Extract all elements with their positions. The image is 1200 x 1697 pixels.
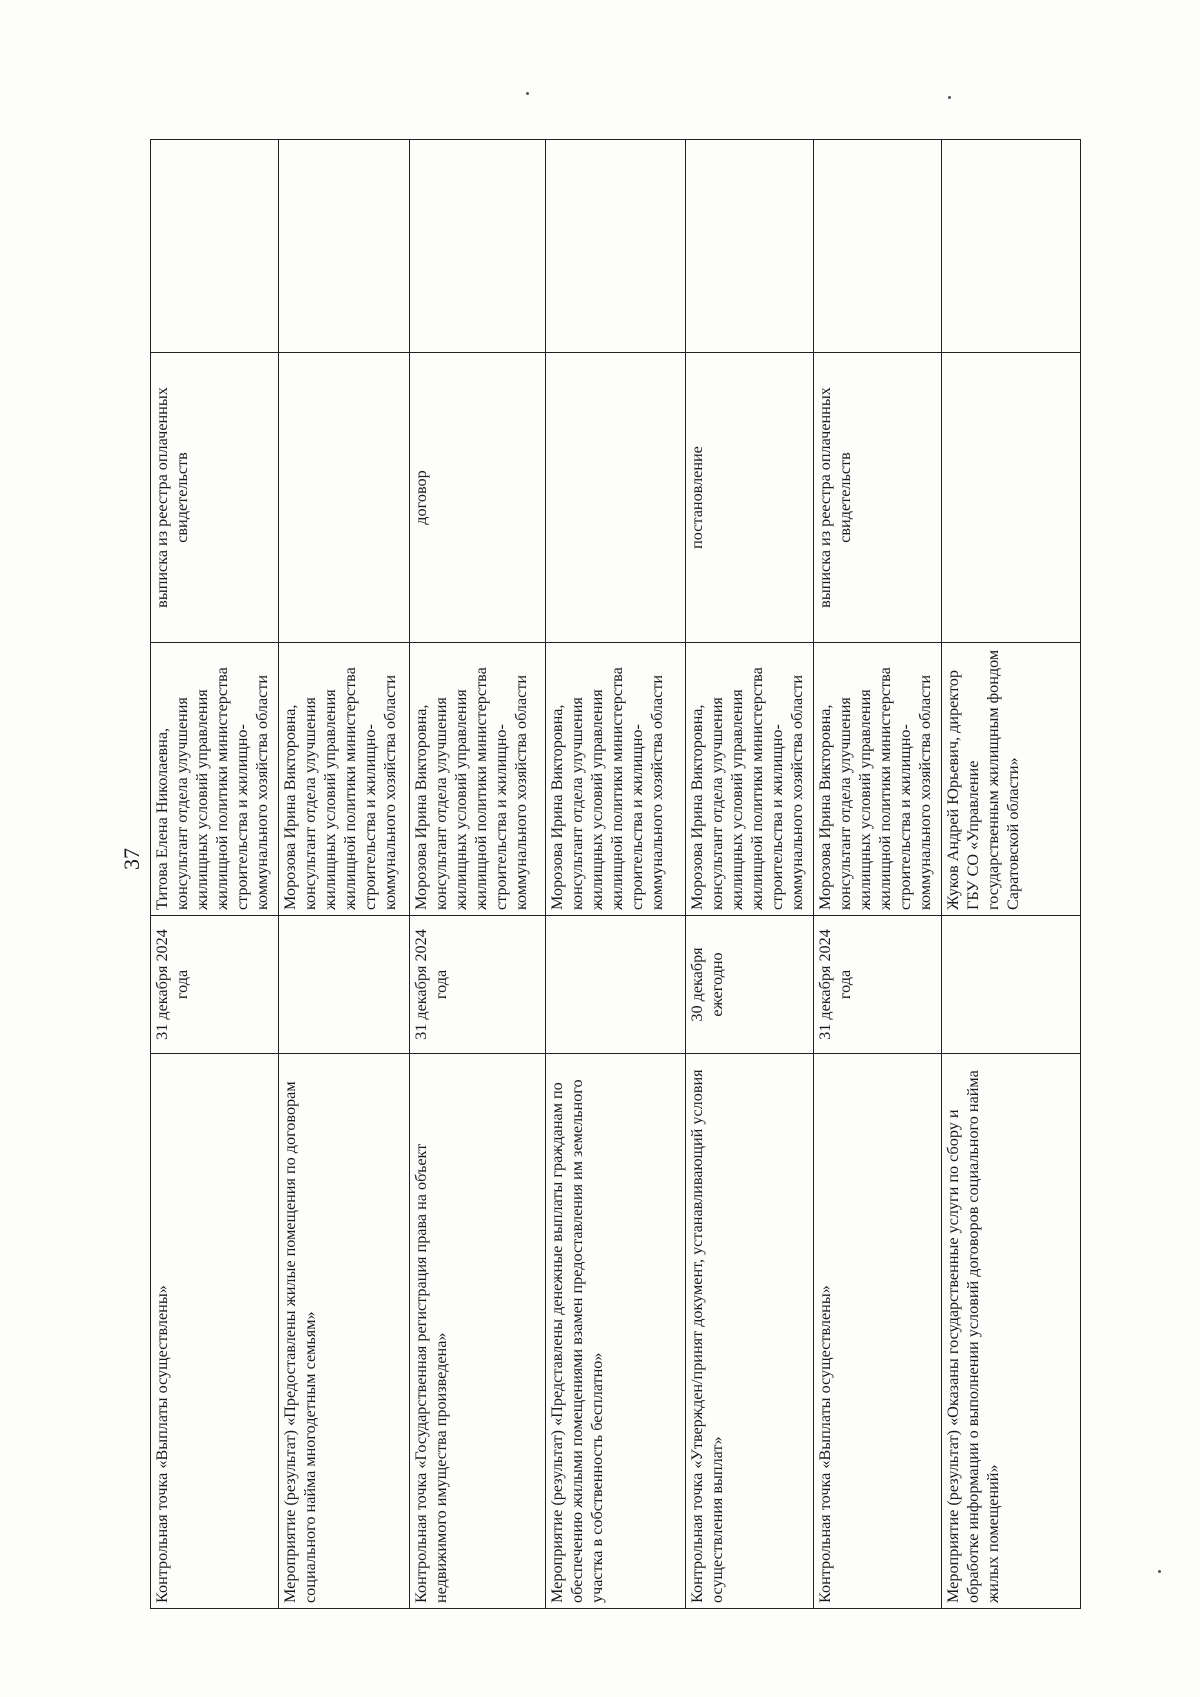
document-cell bbox=[942, 353, 1081, 643]
scan-speck bbox=[1158, 1570, 1161, 1573]
date-cell: 31 декабря 2024 года bbox=[410, 916, 546, 1054]
document-cell: постановление bbox=[686, 353, 814, 643]
events-table bbox=[150, 139, 1081, 1609]
document-cell: выписка из реестра оплаченных свидетельств bbox=[151, 353, 279, 643]
table-row bbox=[279, 140, 410, 1609]
page-number: 37 bbox=[119, 848, 144, 870]
table-row bbox=[410, 140, 546, 1609]
document-cell bbox=[279, 353, 410, 643]
document-cell: договор bbox=[410, 353, 546, 643]
note-cell bbox=[410, 140, 546, 353]
table-row bbox=[546, 140, 686, 1609]
date-cell: 30 декабря ежегодно bbox=[686, 916, 814, 1054]
rotated-table-container bbox=[150, 140, 1022, 1609]
responsible-cell: Морозова Ирина Викторовна, консультант отдела улучшения жилищных условий управления жилищной политики министерства строительства и жилищно-коммунального хозяйства области bbox=[279, 643, 410, 916]
note-cell bbox=[686, 140, 814, 353]
note-cell bbox=[279, 140, 410, 353]
event-cell: Контрольная точка «Государственная регистрация права на объект недвижимого имущества произведена» bbox=[410, 1054, 546, 1609]
responsible-cell: Морозова Ирина Викторовна, консультант отдела улучшения жилищных условий управления жилищной политики министерства строительства и жилищно-коммунального хозяйства области bbox=[814, 643, 942, 916]
date-cell bbox=[279, 916, 410, 1054]
event-cell: Мероприятие (результат) «Предоставлены жилые помещения по договорам социального найма многодетным семьям» bbox=[279, 1054, 410, 1609]
responsible-cell: Жуков Андрей Юрьевич, директор ГБУ СО «Управление государственным жилищным фондом Саратовской области» bbox=[942, 643, 1081, 916]
table-row bbox=[942, 140, 1081, 1609]
date-cell bbox=[546, 916, 686, 1054]
note-cell bbox=[546, 140, 686, 353]
note-cell bbox=[814, 140, 942, 353]
event-cell: Мероприятие (результат) «Оказаны государственные услуги по сбору и обработке информации о выполнении условий договоров социального найма жилых помещений» bbox=[942, 1054, 1081, 1609]
date-cell: 31 декабря 2024 года bbox=[814, 916, 942, 1054]
event-cell: Контрольная точка «Утвержден/принят документ, устанавливающий условия осуществления выплат» bbox=[686, 1054, 814, 1609]
document-cell bbox=[546, 353, 686, 643]
responsible-cell: Морозова Ирина Викторовна, консультант отдела улучшения жилищных условий управления жилищной политики министерства строительства и жилищно-коммунального хозяйства области bbox=[686, 643, 814, 916]
note-cell bbox=[942, 140, 1081, 353]
scan-speck bbox=[526, 92, 529, 95]
event-cell: Контрольная точка «Выплаты осуществлены» bbox=[151, 1054, 279, 1609]
event-cell: Мероприятие (результат) «Представлены денежные выплаты гражданам по обеспечению жилыми помещениями взамен предоставления им земельного участка в собственность бесплатно» bbox=[546, 1054, 686, 1609]
note-cell bbox=[151, 140, 279, 353]
event-cell: Контрольная точка «Выплаты осуществлены» bbox=[814, 1054, 942, 1609]
responsible-cell: Морозова Ирина Викторовна, консультант отдела улучшения жилищных условий управления жилищной политики министерства строительства и жилищно-коммунального хозяйства области bbox=[410, 643, 546, 916]
responsible-cell: Морозова Ирина Викторовна, консультант отдела улучшения жилищных условий управления жилищной политики министерства строительства и жилищно-коммунального хозяйства области bbox=[546, 643, 686, 916]
table-row bbox=[151, 140, 279, 1609]
date-cell bbox=[942, 916, 1081, 1054]
table-row bbox=[686, 140, 814, 1609]
responsible-cell: Титова Елена Николаевна, консультант отдела улучшения жилищных условий управления жилищной политики министерства строительства и жилищно-коммунального хозяйства области bbox=[151, 643, 279, 916]
document-cell: выписка из реестра оплаченных свидетельств bbox=[814, 353, 942, 643]
date-cell: 31 декабря 2024 года bbox=[151, 916, 279, 1054]
table-row bbox=[814, 140, 942, 1609]
scan-speck bbox=[948, 96, 951, 99]
